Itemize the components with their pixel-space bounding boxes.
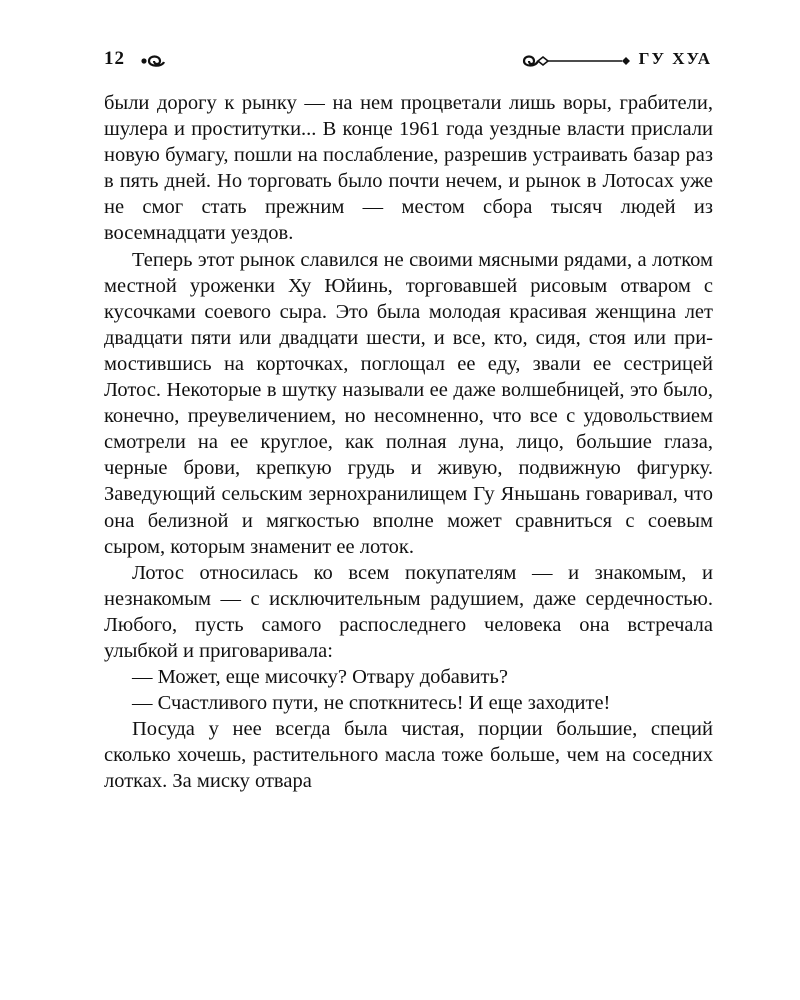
rule-ornament-icon: [522, 51, 632, 71]
paragraph: были дорогу к рынку — на нем процветали лишь воры, грабители, шулера и проститутки... В конце 1961 года уездные власти прислали новую бумагу, пошли на послабление, разрешив устраивать базар раз в пять дней. Но торговать было почти нечем, и рынок в Лотосах уже не смог стать прежним — местом сбора тысяч людей из восемнадцати уездов.: [104, 92, 713, 245]
paragraph: Посуда у нее всегда была чистая, порции большие, специй сколько хочешь, растительного масла тоже больше, чем на соседних лотках. За миску отвара: [104, 718, 713, 793]
dialogue-line: — Может, еще мисочку? Отвару добавить?: [132, 666, 508, 689]
paragraph: Лотос относилась ко всем покупателям — и знакомым, и незнакомым — с исключительным радушием, даже сердечностью. Любого, пусть самого распоследнего человека она встречала улыбкой и приговаривала:: [104, 561, 713, 662]
author-name: ГУ ХУА: [638, 49, 712, 68]
dialogue-line: — Счастливого пути, не споткнитесь! И еще заходите!: [132, 692, 611, 715]
running-head: [104, 46, 712, 76]
body-text: [104, 90, 713, 795]
paragraph: Теперь этот рынок славился не своими мясными рядами, а лотком местной уроженки Ху Юйинь, торговавшей рисовым отваром с кусочками соевого сыра. Это была молодая красивая женщина лет двадцати пяти или двадцати шести, и все, кто, сидя, стоя или примостившись на корточках, поглощал ее еду, звали ее сестрицей Лотос. Некоторые в шутку называли ее даже волшебницей, это было, конечно, преувеличением, но несомненно, что все с удовольствием смотрели на ее круглое, как полная луна, лицо, большие глаза, черные брови, крепкую грудь и живую, подвижную фигурку. Заведующий сельским зернохранилищем Гу Яньшань говаривал, что она белизной и мягкостью вполне может сравниться с соевым сыром, которым знаменит ее лоток.: [104, 248, 713, 558]
curl-ornament-icon: [140, 52, 166, 70]
page-number: 12: [104, 48, 125, 69]
